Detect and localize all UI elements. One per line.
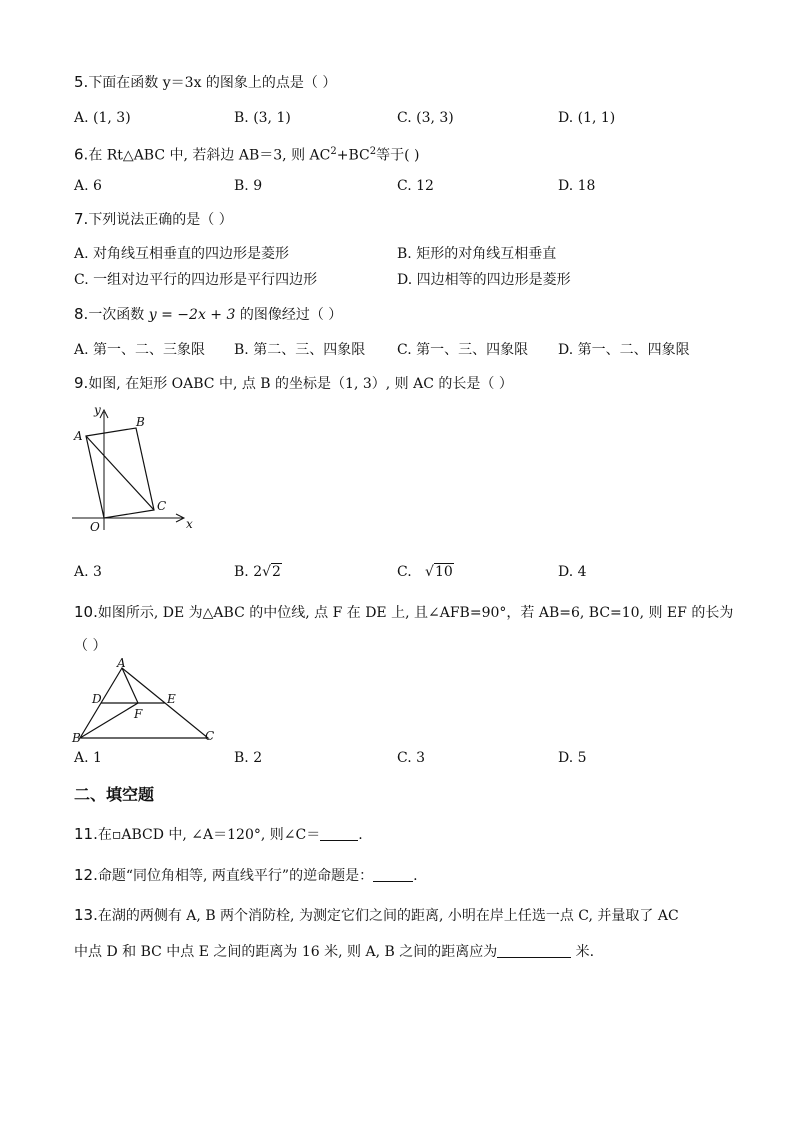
q6-stem [74, 142, 419, 166]
q9-option-c-radicand: 10 [434, 564, 453, 580]
q9-option-d: D. 4 [558, 564, 587, 580]
q10-number: 10. [74, 603, 98, 621]
q8-option-b: B. 第二、三、四象限 [234, 342, 366, 358]
q6-sup-1: 2 [330, 146, 337, 157]
q9-option-b [234, 562, 282, 582]
q10-text: 如图所示, DE 为△ABC 的中位线, 点 F 在 DE 上, 且∠AFB=90°，若 AB=6, BC=10, 则 EF 的长为 [97, 605, 734, 621]
q6-number: 6. [74, 145, 89, 164]
q5-option-c: C. (3, 3) [397, 110, 454, 126]
q13-stem-line1 [74, 905, 679, 926]
q12-text-a: 命题“同位角相等, 两直线平行”的逆命题是： [97, 868, 374, 884]
q11-answer-blank[interactable] [320, 826, 358, 841]
q10-option-c: C. 3 [397, 750, 426, 766]
q10-option-a: A. 1 [74, 750, 102, 766]
q6-sup-2: 2 [369, 146, 377, 157]
q11-stem [74, 824, 363, 845]
q5-stem [74, 72, 336, 93]
q11-text-a: 在▫ABCD 中, ∠A＝120°, 则∠C＝ [97, 827, 321, 843]
q9-label-x: x [186, 517, 193, 531]
q9-option-c-label: C. [397, 564, 412, 580]
q10-label-e: E [167, 692, 176, 706]
q13-number: 13. [74, 906, 98, 924]
q11-number: 11. [74, 825, 98, 843]
q6-option-b: B. 9 [234, 178, 263, 194]
q9-label-b: B [136, 415, 145, 429]
q6-text-a: 在 Rt△ABC 中, 若斜边 AB＝3, 则 AC [88, 147, 331, 164]
q10-segment-bf [80, 703, 138, 738]
q11-text-b: . [358, 827, 363, 843]
q9-option-c [397, 562, 454, 582]
q5-number: 5. [74, 73, 89, 91]
q9-number: 9. [74, 374, 89, 392]
q9-option-a: A. 3 [74, 564, 102, 580]
q7-stem [74, 209, 233, 230]
q12-answer-blank[interactable] [373, 867, 413, 882]
q6-option-c: C. 12 [397, 178, 434, 194]
q9-option-b-radicand: 2 [272, 564, 281, 580]
q13-text-line2-a: 中点 D 和 BC 中点 E 之间的距离为 16 米, 则 A, B 之间的距离应为 [74, 944, 498, 960]
q10-stem-line2: （ ） [74, 638, 107, 654]
q10-segment-af [122, 668, 138, 703]
q6-option-d: D. 18 [558, 178, 596, 194]
q8-formula: y = −2x + 3 [148, 307, 236, 323]
q9-text: 如图, 在矩形 OABC 中, 点 B 的坐标是（1, 3）, 则 AC 的长是（ ） [88, 376, 513, 392]
q5-text: 下面在函数 y＝3x 的图象上的点是（ ） [88, 75, 337, 91]
q7-text: 下列说法正确的是（ ） [88, 212, 233, 228]
q9-stem [74, 373, 513, 394]
q10-stem [74, 602, 733, 623]
q6-text-c: 等于( ) [376, 147, 420, 164]
q8-stem [74, 304, 342, 325]
q9-option-b-coef: B. 2 [234, 564, 263, 580]
q9-option-b-sqrt: √2 [262, 564, 281, 580]
q12-number: 12. [74, 866, 98, 884]
q10-label-d: D [92, 692, 102, 706]
q8-text-b: 的图像经过（ ） [239, 307, 343, 323]
q8-option-a: A. 第一、二、三象限 [74, 342, 206, 358]
q8-number: 8. [74, 305, 89, 323]
q13-text-line2-b: 米. [575, 944, 595, 960]
q7-number: 7. [74, 210, 89, 228]
q6-option-a: A. 6 [74, 178, 102, 194]
q10-label-a: A [117, 656, 126, 670]
q10-label-b: B [72, 731, 81, 745]
q12-text-b: . [413, 868, 418, 884]
q6-text-b: +BC [336, 147, 370, 164]
q12-stem [74, 865, 418, 886]
q7-option-a: A. 对角线互相垂直的四边形是菱形 [74, 246, 290, 262]
q9-option-c-sqrt: √10 [425, 564, 453, 580]
q8-option-c: C. 第一、三、四象限 [397, 342, 529, 358]
q9-label-a: A [74, 429, 83, 443]
q7-option-c: C. 一组对边平行的四边形是平行四边形 [74, 272, 318, 288]
q13-stem-line2 [74, 942, 594, 962]
q8-text-a: 一次函数 [88, 307, 145, 323]
q5-option-b: B. (3, 1) [234, 110, 291, 126]
section-heading-fill-in: 二、填空题 [74, 785, 155, 804]
q10-figure-triangle [68, 656, 218, 746]
q9-figure-rectangle-on-axes [68, 398, 198, 538]
q10-label-f: F [134, 707, 143, 721]
q13-answer-blank[interactable] [497, 943, 571, 958]
q10-option-b: B. 2 [234, 750, 263, 766]
q9-label-o: O [90, 520, 100, 534]
q5-option-a: A. (1, 3) [74, 110, 131, 126]
q10-label-c: C [205, 729, 215, 743]
q9-label-y: y [94, 403, 101, 417]
q9-label-c: C [157, 499, 167, 513]
q5-option-d: D. (1, 1) [558, 110, 616, 126]
q7-option-b: B. 矩形的对角线互相垂直 [397, 246, 557, 262]
q10-option-d: D. 5 [558, 750, 587, 766]
q8-option-d: D. 第一、二、四象限 [558, 342, 690, 358]
q13-text-line1: 在湖的两侧有 A, B 两个消防栓, 为测定它们之间的距离, 小明在岸上任选一点 C, 并量取了 AC [97, 908, 679, 924]
q7-option-d: D. 四边相等的四边形是菱形 [397, 272, 571, 288]
q9-diagonal-ac [86, 436, 154, 510]
